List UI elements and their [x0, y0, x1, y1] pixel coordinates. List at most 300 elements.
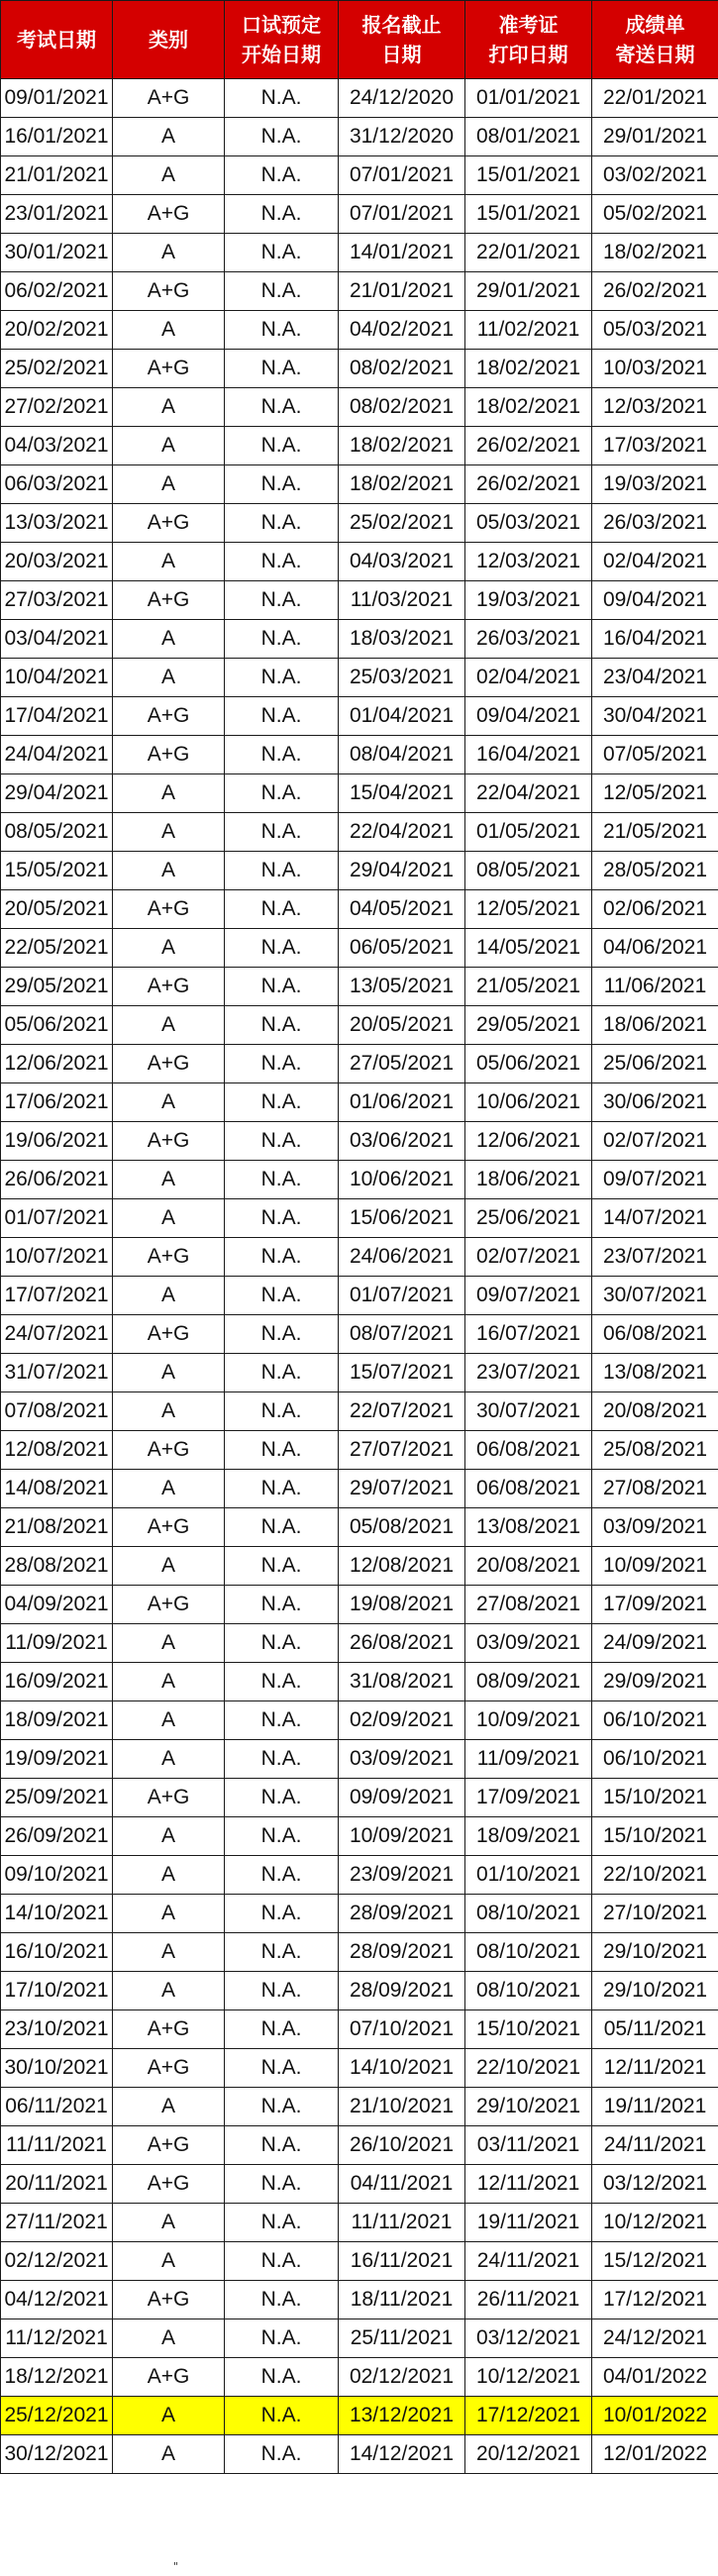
cell-exam-date: 17/07/2021 — [1, 1277, 113, 1315]
cell-transcript-date: 25/08/2021 — [592, 1431, 718, 1470]
cell-exam-date: 30/01/2021 — [1, 234, 113, 272]
table-row — [1, 2242, 718, 2281]
cell-category: A — [113, 118, 225, 156]
cell-print-date: 21/05/2021 — [465, 968, 592, 1006]
cell-transcript-date: 02/07/2021 — [592, 1122, 718, 1161]
cell-category: A — [113, 1972, 225, 2010]
cell-registration-deadline: 08/04/2021 — [339, 736, 465, 774]
cell-transcript-date: 26/03/2021 — [592, 504, 718, 543]
cell-print-date: 15/01/2021 — [465, 195, 592, 234]
cell-print-date: 02/07/2021 — [465, 1238, 592, 1277]
cell-registration-deadline: 22/04/2021 — [339, 813, 465, 852]
cell-registration-deadline: 10/06/2021 — [339, 1161, 465, 1199]
cell-category: A — [113, 1547, 225, 1586]
cell-exam-date: 06/02/2021 — [1, 272, 113, 311]
cell-print-date: 12/11/2021 — [465, 2165, 592, 2204]
cell-registration-deadline: 02/09/2021 — [339, 1701, 465, 1740]
cell-speaking-start-date: N.A. — [225, 1817, 339, 1856]
table-row — [1, 1122, 718, 1161]
cell-transcript-date: 05/03/2021 — [592, 311, 718, 350]
cell-print-date: 01/01/2021 — [465, 79, 592, 118]
cell-speaking-start-date: N.A. — [225, 1895, 339, 1933]
table-row — [1, 1740, 718, 1779]
cell-exam-date: 19/09/2021 — [1, 1740, 113, 1779]
cell-category: A — [113, 929, 225, 968]
cell-registration-deadline: 11/11/2021 — [339, 2204, 465, 2242]
cell-print-date: 09/04/2021 — [465, 697, 592, 736]
table-row — [1, 1817, 718, 1856]
cell-transcript-date: 10/09/2021 — [592, 1547, 718, 1586]
cell-registration-deadline: 07/01/2021 — [339, 156, 465, 195]
cell-category: A+G — [113, 1779, 225, 1817]
cell-registration-deadline: 18/02/2021 — [339, 465, 465, 504]
cell-registration-deadline: 13/05/2021 — [339, 968, 465, 1006]
cell-speaking-start-date: N.A. — [225, 2397, 339, 2435]
cell-category: A — [113, 1701, 225, 1740]
cell-transcript-date: 06/10/2021 — [592, 1701, 718, 1740]
cell-print-date: 05/06/2021 — [465, 1045, 592, 1083]
cell-transcript-date: 10/03/2021 — [592, 350, 718, 388]
table-row — [1, 195, 718, 234]
cell-transcript-date: 28/05/2021 — [592, 852, 718, 890]
table-row — [1, 774, 718, 813]
cell-registration-deadline: 08/02/2021 — [339, 350, 465, 388]
cell-exam-date: 18/09/2021 — [1, 1701, 113, 1740]
cell-print-date: 26/03/2021 — [465, 620, 592, 659]
cell-registration-deadline: 04/05/2021 — [339, 890, 465, 929]
cell-transcript-date: 05/11/2021 — [592, 2010, 718, 2049]
cell-transcript-date: 04/01/2022 — [592, 2358, 718, 2397]
cell-registration-deadline: 13/12/2021 — [339, 2397, 465, 2435]
cell-exam-date: 20/11/2021 — [1, 2165, 113, 2204]
cell-speaking-start-date: N.A. — [225, 697, 339, 736]
cell-transcript-date: 09/07/2021 — [592, 1161, 718, 1199]
cell-category: A — [113, 156, 225, 195]
table-row — [1, 234, 718, 272]
cell-print-date: 25/06/2021 — [465, 1199, 592, 1238]
cell-speaking-start-date: N.A. — [225, 2165, 339, 2204]
cell-transcript-date: 12/11/2021 — [592, 2049, 718, 2088]
cell-exam-date: 29/04/2021 — [1, 774, 113, 813]
table-row — [1, 2358, 718, 2397]
table-row — [1, 1624, 718, 1663]
cell-category: A — [113, 1277, 225, 1315]
cell-category: A — [113, 2435, 225, 2474]
cell-print-date: 29/01/2021 — [465, 272, 592, 311]
cell-exam-date: 15/05/2021 — [1, 852, 113, 890]
cell-exam-date: 26/09/2021 — [1, 1817, 113, 1856]
cell-transcript-date: 03/02/2021 — [592, 156, 718, 195]
cell-print-date: 23/07/2021 — [465, 1354, 592, 1392]
cell-transcript-date: 11/06/2021 — [592, 968, 718, 1006]
cell-registration-deadline: 15/07/2021 — [339, 1354, 465, 1392]
cell-print-date: 29/10/2021 — [465, 2088, 592, 2126]
cell-registration-deadline: 18/03/2021 — [339, 620, 465, 659]
cell-registration-deadline: 20/05/2021 — [339, 1006, 465, 1045]
cell-transcript-date: 21/05/2021 — [592, 813, 718, 852]
cell-registration-deadline: 18/11/2021 — [339, 2281, 465, 2319]
cell-print-date: 26/02/2021 — [465, 465, 592, 504]
cell-transcript-date: 03/09/2021 — [592, 1508, 718, 1547]
cell-registration-deadline: 07/01/2021 — [339, 195, 465, 234]
cell-speaking-start-date: N.A. — [225, 1933, 339, 1972]
cell-print-date: 08/01/2021 — [465, 118, 592, 156]
cell-registration-deadline: 08/07/2021 — [339, 1315, 465, 1354]
table-row — [1, 890, 718, 929]
cell-transcript-date: 06/10/2021 — [592, 1740, 718, 1779]
cell-category: A — [113, 1354, 225, 1392]
cell-category: A — [113, 1199, 225, 1238]
cell-category: A+G — [113, 1238, 225, 1277]
table-row — [1, 1779, 718, 1817]
cell-exam-date: 21/01/2021 — [1, 156, 113, 195]
cell-registration-deadline: 05/08/2021 — [339, 1508, 465, 1547]
cell-transcript-date: 02/04/2021 — [592, 543, 718, 581]
cell-transcript-date: 03/12/2021 — [592, 2165, 718, 2204]
cell-print-date: 13/08/2021 — [465, 1508, 592, 1547]
cell-exam-date: 27/11/2021 — [1, 2204, 113, 2242]
cell-speaking-start-date: N.A. — [225, 427, 339, 465]
cell-transcript-date: 25/06/2021 — [592, 1045, 718, 1083]
cell-transcript-date: 12/05/2021 — [592, 774, 718, 813]
table-row — [1, 813, 718, 852]
cell-speaking-start-date: N.A. — [225, 1701, 339, 1740]
cell-exam-date: 20/05/2021 — [1, 890, 113, 929]
cell-speaking-start-date: N.A. — [225, 1238, 339, 1277]
cell-print-date: 10/06/2021 — [465, 1083, 592, 1122]
cell-category: A — [113, 543, 225, 581]
cell-print-date: 14/05/2021 — [465, 929, 592, 968]
table-row — [1, 1470, 718, 1508]
table-header — [1, 1, 718, 79]
cell-exam-date: 02/12/2021 — [1, 2242, 113, 2281]
cell-print-date: 06/08/2021 — [465, 1431, 592, 1470]
cell-transcript-date: 18/02/2021 — [592, 234, 718, 272]
cell-print-date: 16/07/2021 — [465, 1315, 592, 1354]
cell-print-date: 17/12/2021 — [465, 2397, 592, 2435]
cell-registration-deadline: 09/09/2021 — [339, 1779, 465, 1817]
cell-transcript-date: 29/01/2021 — [592, 118, 718, 156]
cell-transcript-date: 29/10/2021 — [592, 1972, 718, 2010]
cell-exam-date: 19/06/2021 — [1, 1122, 113, 1161]
cell-speaking-start-date: N.A. — [225, 350, 339, 388]
cell-speaking-start-date: N.A. — [225, 465, 339, 504]
cell-speaking-start-date: N.A. — [225, 736, 339, 774]
cell-speaking-start-date: N.A. — [225, 774, 339, 813]
cell-category: A — [113, 427, 225, 465]
cell-print-date: 20/12/2021 — [465, 2435, 592, 2474]
cell-registration-deadline: 01/07/2021 — [339, 1277, 465, 1315]
table-row — [1, 1431, 718, 1470]
cell-speaking-start-date: N.A. — [225, 813, 339, 852]
header-row — [1, 1, 718, 79]
cell-exam-date: 04/09/2021 — [1, 1586, 113, 1624]
cell-speaking-start-date: N.A. — [225, 195, 339, 234]
cell-speaking-start-date: N.A. — [225, 388, 339, 427]
cell-registration-deadline: 27/07/2021 — [339, 1431, 465, 1470]
cell-exam-date: 25/09/2021 — [1, 1779, 113, 1817]
table-row — [1, 2281, 718, 2319]
cell-exam-date: 31/07/2021 — [1, 1354, 113, 1392]
cell-exam-date: 21/08/2021 — [1, 1508, 113, 1547]
table-row — [1, 1663, 718, 1701]
cell-category: A+G — [113, 1431, 225, 1470]
cell-exam-date: 08/05/2021 — [1, 813, 113, 852]
cell-registration-deadline: 19/08/2021 — [339, 1586, 465, 1624]
table-row — [1, 504, 718, 543]
cell-exam-date: 17/04/2021 — [1, 697, 113, 736]
cell-speaking-start-date: N.A. — [225, 620, 339, 659]
cell-exam-date: 11/09/2021 — [1, 1624, 113, 1663]
cell-registration-deadline: 14/01/2021 — [339, 234, 465, 272]
table-row — [1, 659, 718, 697]
cell-print-date: 18/02/2021 — [465, 350, 592, 388]
cell-category: A+G — [113, 1045, 225, 1083]
cell-transcript-date: 10/01/2022 — [592, 2397, 718, 2435]
cell-exam-date: 06/03/2021 — [1, 465, 113, 504]
cell-category: A — [113, 1895, 225, 1933]
table-row — [1, 118, 718, 156]
cell-category: A — [113, 1392, 225, 1431]
cell-transcript-date: 30/04/2021 — [592, 697, 718, 736]
cell-category: A+G — [113, 1122, 225, 1161]
cell-registration-deadline: 26/08/2021 — [339, 1624, 465, 1663]
cell-transcript-date: 26/02/2021 — [592, 272, 718, 311]
footer-mark: " — [173, 2560, 179, 2573]
cell-registration-deadline: 22/07/2021 — [339, 1392, 465, 1431]
cell-category: A — [113, 234, 225, 272]
cell-exam-date: 24/07/2021 — [1, 1315, 113, 1354]
cell-registration-deadline: 24/12/2020 — [339, 79, 465, 118]
table-row — [1, 1392, 718, 1431]
cell-registration-deadline: 26/10/2021 — [339, 2126, 465, 2165]
cell-transcript-date: 15/10/2021 — [592, 1779, 718, 1817]
cell-print-date: 06/08/2021 — [465, 1470, 592, 1508]
cell-registration-deadline: 23/09/2021 — [339, 1856, 465, 1895]
cell-transcript-date: 17/09/2021 — [592, 1586, 718, 1624]
table-row — [1, 1547, 718, 1586]
cell-speaking-start-date: N.A. — [225, 2242, 339, 2281]
cell-category: A — [113, 1161, 225, 1199]
cell-speaking-start-date: N.A. — [225, 1508, 339, 1547]
cell-speaking-start-date: N.A. — [225, 581, 339, 620]
cell-category: A — [113, 2204, 225, 2242]
cell-speaking-start-date: N.A. — [225, 1586, 339, 1624]
cell-speaking-start-date: N.A. — [225, 1277, 339, 1315]
cell-speaking-start-date: N.A. — [225, 1547, 339, 1586]
cell-registration-deadline: 21/10/2021 — [339, 2088, 465, 2126]
cell-registration-deadline: 15/06/2021 — [339, 1199, 465, 1238]
cell-category: A — [113, 465, 225, 504]
cell-exam-date: 13/03/2021 — [1, 504, 113, 543]
table-row — [1, 736, 718, 774]
cell-category: A — [113, 2319, 225, 2358]
cell-print-date: 26/11/2021 — [465, 2281, 592, 2319]
cell-category: A — [113, 1083, 225, 1122]
cell-category: A+G — [113, 2281, 225, 2319]
cell-exam-date: 05/06/2021 — [1, 1006, 113, 1045]
cell-exam-date: 11/11/2021 — [1, 2126, 113, 2165]
cell-print-date: 18/02/2021 — [465, 388, 592, 427]
cell-category: A — [113, 1856, 225, 1895]
cell-print-date: 03/09/2021 — [465, 1624, 592, 1663]
cell-print-date: 15/01/2021 — [465, 156, 592, 195]
cell-print-date: 12/03/2021 — [465, 543, 592, 581]
cell-print-date: 11/02/2021 — [465, 311, 592, 350]
cell-exam-date: 16/09/2021 — [1, 1663, 113, 1701]
cell-exam-date: 01/07/2021 — [1, 1199, 113, 1238]
cell-speaking-start-date: N.A. — [225, 1354, 339, 1392]
cell-transcript-date: 29/09/2021 — [592, 1663, 718, 1701]
table-row — [1, 1972, 718, 2010]
cell-category: A+G — [113, 2126, 225, 2165]
cell-transcript-date: 24/12/2021 — [592, 2319, 718, 2358]
cell-transcript-date: 13/08/2021 — [592, 1354, 718, 1392]
cell-category: A+G — [113, 2165, 225, 2204]
cell-transcript-date: 24/09/2021 — [592, 1624, 718, 1663]
cell-speaking-start-date: N.A. — [225, 1392, 339, 1431]
cell-category: A+G — [113, 697, 225, 736]
cell-transcript-date: 19/03/2021 — [592, 465, 718, 504]
cell-registration-deadline: 29/07/2021 — [339, 1470, 465, 1508]
table-row — [1, 1315, 718, 1354]
table-row — [1, 620, 718, 659]
cell-speaking-start-date: N.A. — [225, 1431, 339, 1470]
cell-print-date: 03/11/2021 — [465, 2126, 592, 2165]
cell-speaking-start-date: N.A. — [225, 852, 339, 890]
cell-speaking-start-date: N.A. — [225, 1740, 339, 1779]
cell-transcript-date: 07/05/2021 — [592, 736, 718, 774]
cell-transcript-date: 02/06/2021 — [592, 890, 718, 929]
cell-speaking-start-date: N.A. — [225, 234, 339, 272]
table-row — [1, 1083, 718, 1122]
table-row — [1, 581, 718, 620]
cell-speaking-start-date: N.A. — [225, 2358, 339, 2397]
cell-exam-date: 23/01/2021 — [1, 195, 113, 234]
cell-category: A — [113, 1470, 225, 1508]
table-row — [1, 543, 718, 581]
cell-exam-date: 14/10/2021 — [1, 1895, 113, 1933]
table-row — [1, 1006, 718, 1045]
cell-exam-date: 10/07/2021 — [1, 1238, 113, 1277]
table-row — [1, 2319, 718, 2358]
cell-exam-date: 23/10/2021 — [1, 2010, 113, 2049]
cell-print-date: 09/07/2021 — [465, 1277, 592, 1315]
cell-transcript-date: 29/10/2021 — [592, 1933, 718, 1972]
header-admission-ticket-print-date: 准考证 打印日期 — [465, 1, 592, 79]
cell-print-date: 11/09/2021 — [465, 1740, 592, 1779]
cell-category: A+G — [113, 504, 225, 543]
table-row — [1, 156, 718, 195]
header-transcript-mail-date: 成绩单 寄送日期 — [592, 1, 718, 79]
cell-speaking-start-date: N.A. — [225, 1663, 339, 1701]
cell-registration-deadline: 14/12/2021 — [339, 2435, 465, 2474]
cell-speaking-start-date: N.A. — [225, 2204, 339, 2242]
cell-speaking-start-date: N.A. — [225, 2281, 339, 2319]
cell-category: A+G — [113, 581, 225, 620]
cell-print-date: 18/09/2021 — [465, 1817, 592, 1856]
cell-transcript-date: 27/08/2021 — [592, 1470, 718, 1508]
cell-speaking-start-date: N.A. — [225, 2088, 339, 2126]
cell-speaking-start-date: N.A. — [225, 968, 339, 1006]
table-row — [1, 929, 718, 968]
cell-category: A+G — [113, 2049, 225, 2088]
cell-registration-deadline: 01/04/2021 — [339, 697, 465, 736]
cell-exam-date: 16/01/2021 — [1, 118, 113, 156]
header-registration-deadline: 报名截止 日期 — [339, 1, 465, 79]
table-row — [1, 1045, 718, 1083]
table-row — [1, 697, 718, 736]
table-row — [1, 1701, 718, 1740]
cell-print-date: 01/10/2021 — [465, 1856, 592, 1895]
cell-registration-deadline: 29/04/2021 — [339, 852, 465, 890]
cell-transcript-date: 06/08/2021 — [592, 1315, 718, 1354]
cell-category: A — [113, 1817, 225, 1856]
header-speaking-start-date: 口试预定 开始日期 — [225, 1, 339, 79]
cell-speaking-start-date: N.A. — [225, 2126, 339, 2165]
cell-exam-date: 20/03/2021 — [1, 543, 113, 581]
cell-category: A+G — [113, 968, 225, 1006]
cell-print-date: 10/09/2021 — [465, 1701, 592, 1740]
table-row — [1, 1586, 718, 1624]
cell-transcript-date: 17/03/2021 — [592, 427, 718, 465]
cell-transcript-date: 16/04/2021 — [592, 620, 718, 659]
table-row — [1, 2435, 718, 2474]
cell-speaking-start-date: N.A. — [225, 272, 339, 311]
cell-transcript-date: 22/10/2021 — [592, 1856, 718, 1895]
cell-transcript-date: 23/07/2021 — [592, 1238, 718, 1277]
cell-exam-date: 30/12/2021 — [1, 2435, 113, 2474]
cell-category: A+G — [113, 350, 225, 388]
cell-speaking-start-date: N.A. — [225, 504, 339, 543]
cell-category: A+G — [113, 1315, 225, 1354]
cell-print-date: 15/10/2021 — [465, 2010, 592, 2049]
table-row — [1, 465, 718, 504]
cell-speaking-start-date: N.A. — [225, 1161, 339, 1199]
cell-exam-date: 17/10/2021 — [1, 1972, 113, 2010]
cell-transcript-date: 12/01/2022 — [592, 2435, 718, 2474]
table-row — [1, 388, 718, 427]
cell-category: A — [113, 852, 225, 890]
cell-category: A — [113, 2088, 225, 2126]
table-row — [1, 2204, 718, 2242]
cell-transcript-date: 22/01/2021 — [592, 79, 718, 118]
cell-exam-date: 04/03/2021 — [1, 427, 113, 465]
cell-print-date: 08/10/2021 — [465, 1933, 592, 1972]
cell-print-date: 02/04/2021 — [465, 659, 592, 697]
cell-print-date: 24/11/2021 — [465, 2242, 592, 2281]
table-body — [1, 79, 718, 2474]
cell-exam-date: 11/12/2021 — [1, 2319, 113, 2358]
cell-speaking-start-date: N.A. — [225, 311, 339, 350]
cell-print-date: 03/12/2021 — [465, 2319, 592, 2358]
cell-registration-deadline: 12/08/2021 — [339, 1547, 465, 1586]
cell-registration-deadline: 16/11/2021 — [339, 2242, 465, 2281]
cell-speaking-start-date: N.A. — [225, 118, 339, 156]
cell-category: A — [113, 659, 225, 697]
cell-speaking-start-date: N.A. — [225, 2435, 339, 2474]
cell-registration-deadline: 24/06/2021 — [339, 1238, 465, 1277]
table-row — [1, 1161, 718, 1199]
cell-registration-deadline: 31/08/2021 — [339, 1663, 465, 1701]
table-row — [1, 1238, 718, 1277]
table-row — [1, 852, 718, 890]
cell-category: A — [113, 620, 225, 659]
cell-speaking-start-date: N.A. — [225, 156, 339, 195]
cell-speaking-start-date: N.A. — [225, 659, 339, 697]
table-row — [1, 968, 718, 1006]
table-row — [1, 1508, 718, 1547]
